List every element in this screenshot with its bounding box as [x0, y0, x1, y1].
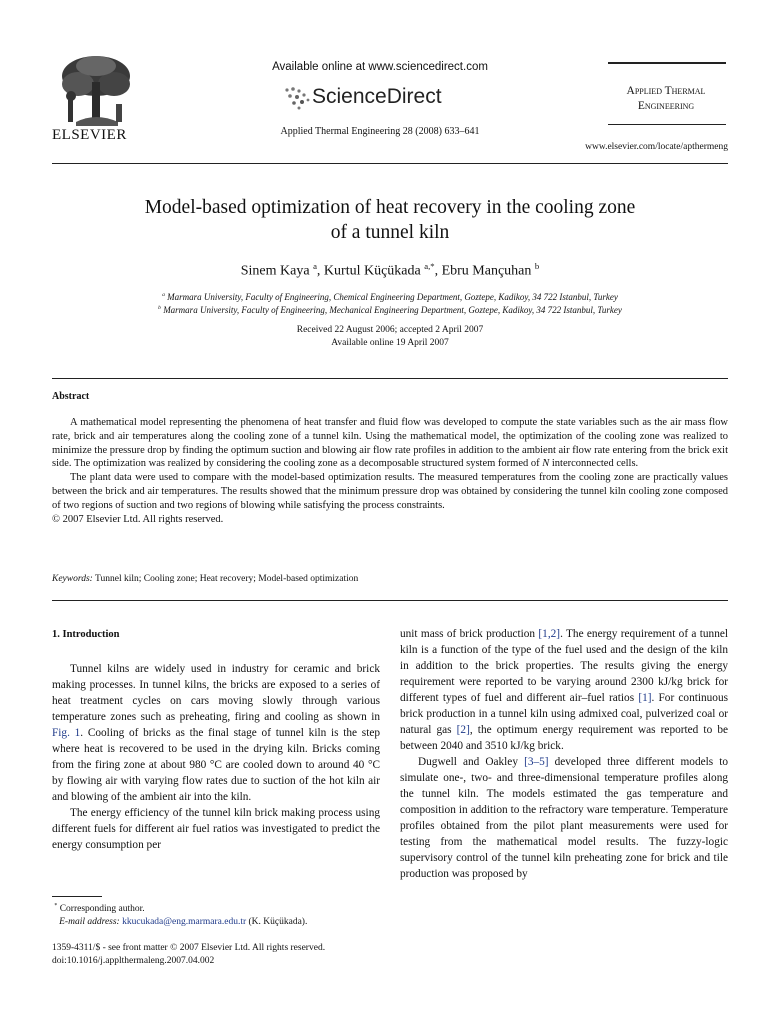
abstract-text: A mathematical model representing the phenomena of heat transfer and fluid flow was developed to compute the state variables such as the air mass flow rate, brick and air temperatures along the cooling zone of a tunnel kiln. Using the mathematical model, the optimization of the cooling zone was realized to minimize the pressure drop by finding the optimum suction and blowing air flow rate profiles in addition to the ambient air flow rate entering from the brick exit side. The optimization was realized by considering the cooling zone as a decomposable structured system formed of — [52, 417, 728, 470]
publisher-name: ELSEVIER — [52, 127, 127, 143]
body-paragraph — [52, 661, 380, 805]
affiliation-text: Marmara University, Faculty of Engineering, Chemical Engineering Department, Goztepe, Kadikoy, 34 722 Istanbul, Turkey — [167, 292, 618, 302]
figure-link[interactable]: Fig. 1 — [52, 727, 81, 739]
affiliation-text: Marmara University, Faculty of Engineering, Mechanical Engineering Department, Goztepe, Kadikoy, 34 722 Istanbul, Turkey — [163, 305, 622, 315]
section-heading: 1. Introduction — [52, 629, 120, 640]
body-paragraph — [400, 626, 728, 754]
journal-citation: Applied Thermal Engineering 28 (2008) 633–641 — [280, 126, 480, 137]
abstract-paragraph: The plant data were used to compare with the model-based optimization results. The measured temperatures from the cooling zone are practically values between the brick and air temperatures. The results showed that the minimum pressure drop was obtained by considering the tunnel kiln cooling zone composed of two regions of suction and two regions of blowing while satisfying the process constraints. — [52, 472, 728, 511]
received-date: Received 22 August 2006; accepted 2 April 2007 — [296, 325, 484, 335]
keywords-label: Keywords: — [52, 574, 93, 584]
reference-link[interactable]: [2] — [456, 724, 470, 736]
author-affil-mark[interactable]: a,* — [424, 261, 435, 271]
author-affil-mark: a — [313, 261, 317, 271]
author-affil-mark: b — [534, 261, 540, 271]
affiliation-mark: b — [158, 305, 161, 311]
sciencedirect-dots-icon — [283, 86, 311, 110]
journal-name — [600, 84, 732, 114]
reference-link[interactable]: [3–5] — [524, 756, 549, 768]
abstract-top-rule — [52, 378, 728, 379]
author-list: Sinem Kaya $^a$, Kurtul Küçükada $^{a,*}$, Ebru Mançuhan $^b$ — [240, 261, 540, 279]
keywords-line — [52, 574, 728, 584]
body-text: , the optimum energy requirement was reported to be between 2040 and 3510 kJ/kg brick. — [400, 724, 728, 752]
abstract-paragraph — [52, 416, 728, 471]
email-label: E-mail address: — [59, 917, 120, 928]
email-line — [52, 916, 382, 929]
email-link[interactable]: kkucukada@eng.marmara.edu.tr — [122, 917, 247, 928]
affiliation-b — [52, 305, 728, 315]
body-paragraph — [400, 754, 728, 882]
corresponding-label: Corresponding author. — [59, 904, 145, 915]
body-text: developed three different models to simulate one-, two- and three-dimensional temperature profiles along the tunnel kiln. The models estimated the gas temperature and composition in addition to the refractory ware temperature. Temperature profiles obtained from the pilot plant measurements were used for testing from the mathematical model results. The fuzzy-logic supervisory control of the tunnel kiln preheating zone for brick and tile production was proposed by — [400, 756, 729, 880]
body-paragraph: The energy efficiency of the tunnel kiln brick making process using different fuels for different air fuel ratios was investigated to predict the energy consumption per — [52, 807, 380, 851]
body-column-right — [400, 626, 728, 882]
journal-name-line2: Engineering — [637, 100, 695, 112]
body-text: Dugwell and Oakley — [418, 756, 518, 768]
author-name: Sinem Kaya — [240, 263, 310, 279]
affiliation-mark: a — [162, 292, 165, 298]
abstract-body — [52, 416, 728, 526]
header-divider — [52, 163, 728, 164]
body-text: Tunnel kilns are widely used in industry for ceramic and brick making processes. In tunnel kilns, the bricks are exposed to a series of heat treatment cycles on cars moving slowly through various temperature zones such as preheating, firing and cooling as shown in — [52, 663, 380, 723]
available-online-text: Available online at www.sciencedirect.com — [272, 61, 488, 73]
front-matter-text: 1359-4311/$ - see front matter © 2007 Elsevier Ltd. All rights reserved. — [52, 943, 326, 953]
abstract-bottom-rule — [52, 600, 728, 601]
title-line-1: Model-based optimization of heat recovery in the cooling zone — [144, 197, 636, 218]
reference-link[interactable]: [1] — [638, 692, 652, 704]
article-title — [52, 195, 728, 245]
abstract-text: interconnected cells. — [551, 458, 639, 470]
footnote-star: * — [54, 903, 58, 909]
body-column-left — [52, 661, 380, 853]
journal-url-link[interactable]: www.elsevier.com/locate/apthermeng — [585, 142, 728, 152]
body-text: . Cooling of bricks as the final stage of tunnel kiln is the step where heat is recovered to be used in the drying kiln. Bricks coming from the firing zone at about 980 °C are cooled down to around 40 °C by flowing air with varying flow rates due to suction of the hot kiln air and blowing of the ambient air into the kiln. — [52, 727, 380, 803]
corresponding-note — [52, 900, 382, 916]
footnote-rule — [52, 896, 102, 897]
abstract-copyright: © 2007 Elsevier Ltd. All rights reserved. — [52, 513, 224, 525]
front-matter-block — [52, 942, 382, 968]
journal-top-rule — [608, 62, 726, 64]
abstract-heading: Abstract — [52, 391, 90, 402]
available-date: Available online 19 April 2007 — [331, 338, 449, 348]
doi-text[interactable]: doi:10.1016/j.applthermaleng.2007.04.002 — [52, 956, 215, 966]
abstract-variable: N — [542, 458, 550, 470]
author-name: Kurtul Küçükada — [323, 263, 421, 279]
title-line-2: of a tunnel kiln — [330, 222, 450, 243]
journal-bottom-rule — [608, 124, 726, 125]
author-name: Ebru Mançuhan — [441, 263, 532, 279]
reference-link[interactable]: [1,2] — [538, 628, 561, 640]
sciencedirect-logo-text: ScienceDirect — [312, 85, 442, 108]
keywords-text: Tunnel kiln; Cooling zone; Heat recovery; Model-based optimization — [95, 574, 359, 584]
footnote-block — [52, 900, 382, 929]
journal-name-line1: Applied Thermal — [626, 85, 706, 97]
affiliation-a — [52, 292, 728, 302]
body-text: . For continuous brick production in a tunnel kiln using admixed coal, pulverized coal or natural gas — [400, 692, 728, 736]
body-text: unit mass of brick production — [400, 628, 536, 640]
email-owner: (K. Küçükada). — [248, 917, 308, 928]
body-text: . The energy requirement of a tunnel kiln is a function of the type of the fuel used and the design of the kiln in addition to the brick properties. The results giving the energy requirement were reported to be varying around 2300 kJ/kg brick for different types of fuel and different air–fuel ratios — [400, 628, 729, 704]
